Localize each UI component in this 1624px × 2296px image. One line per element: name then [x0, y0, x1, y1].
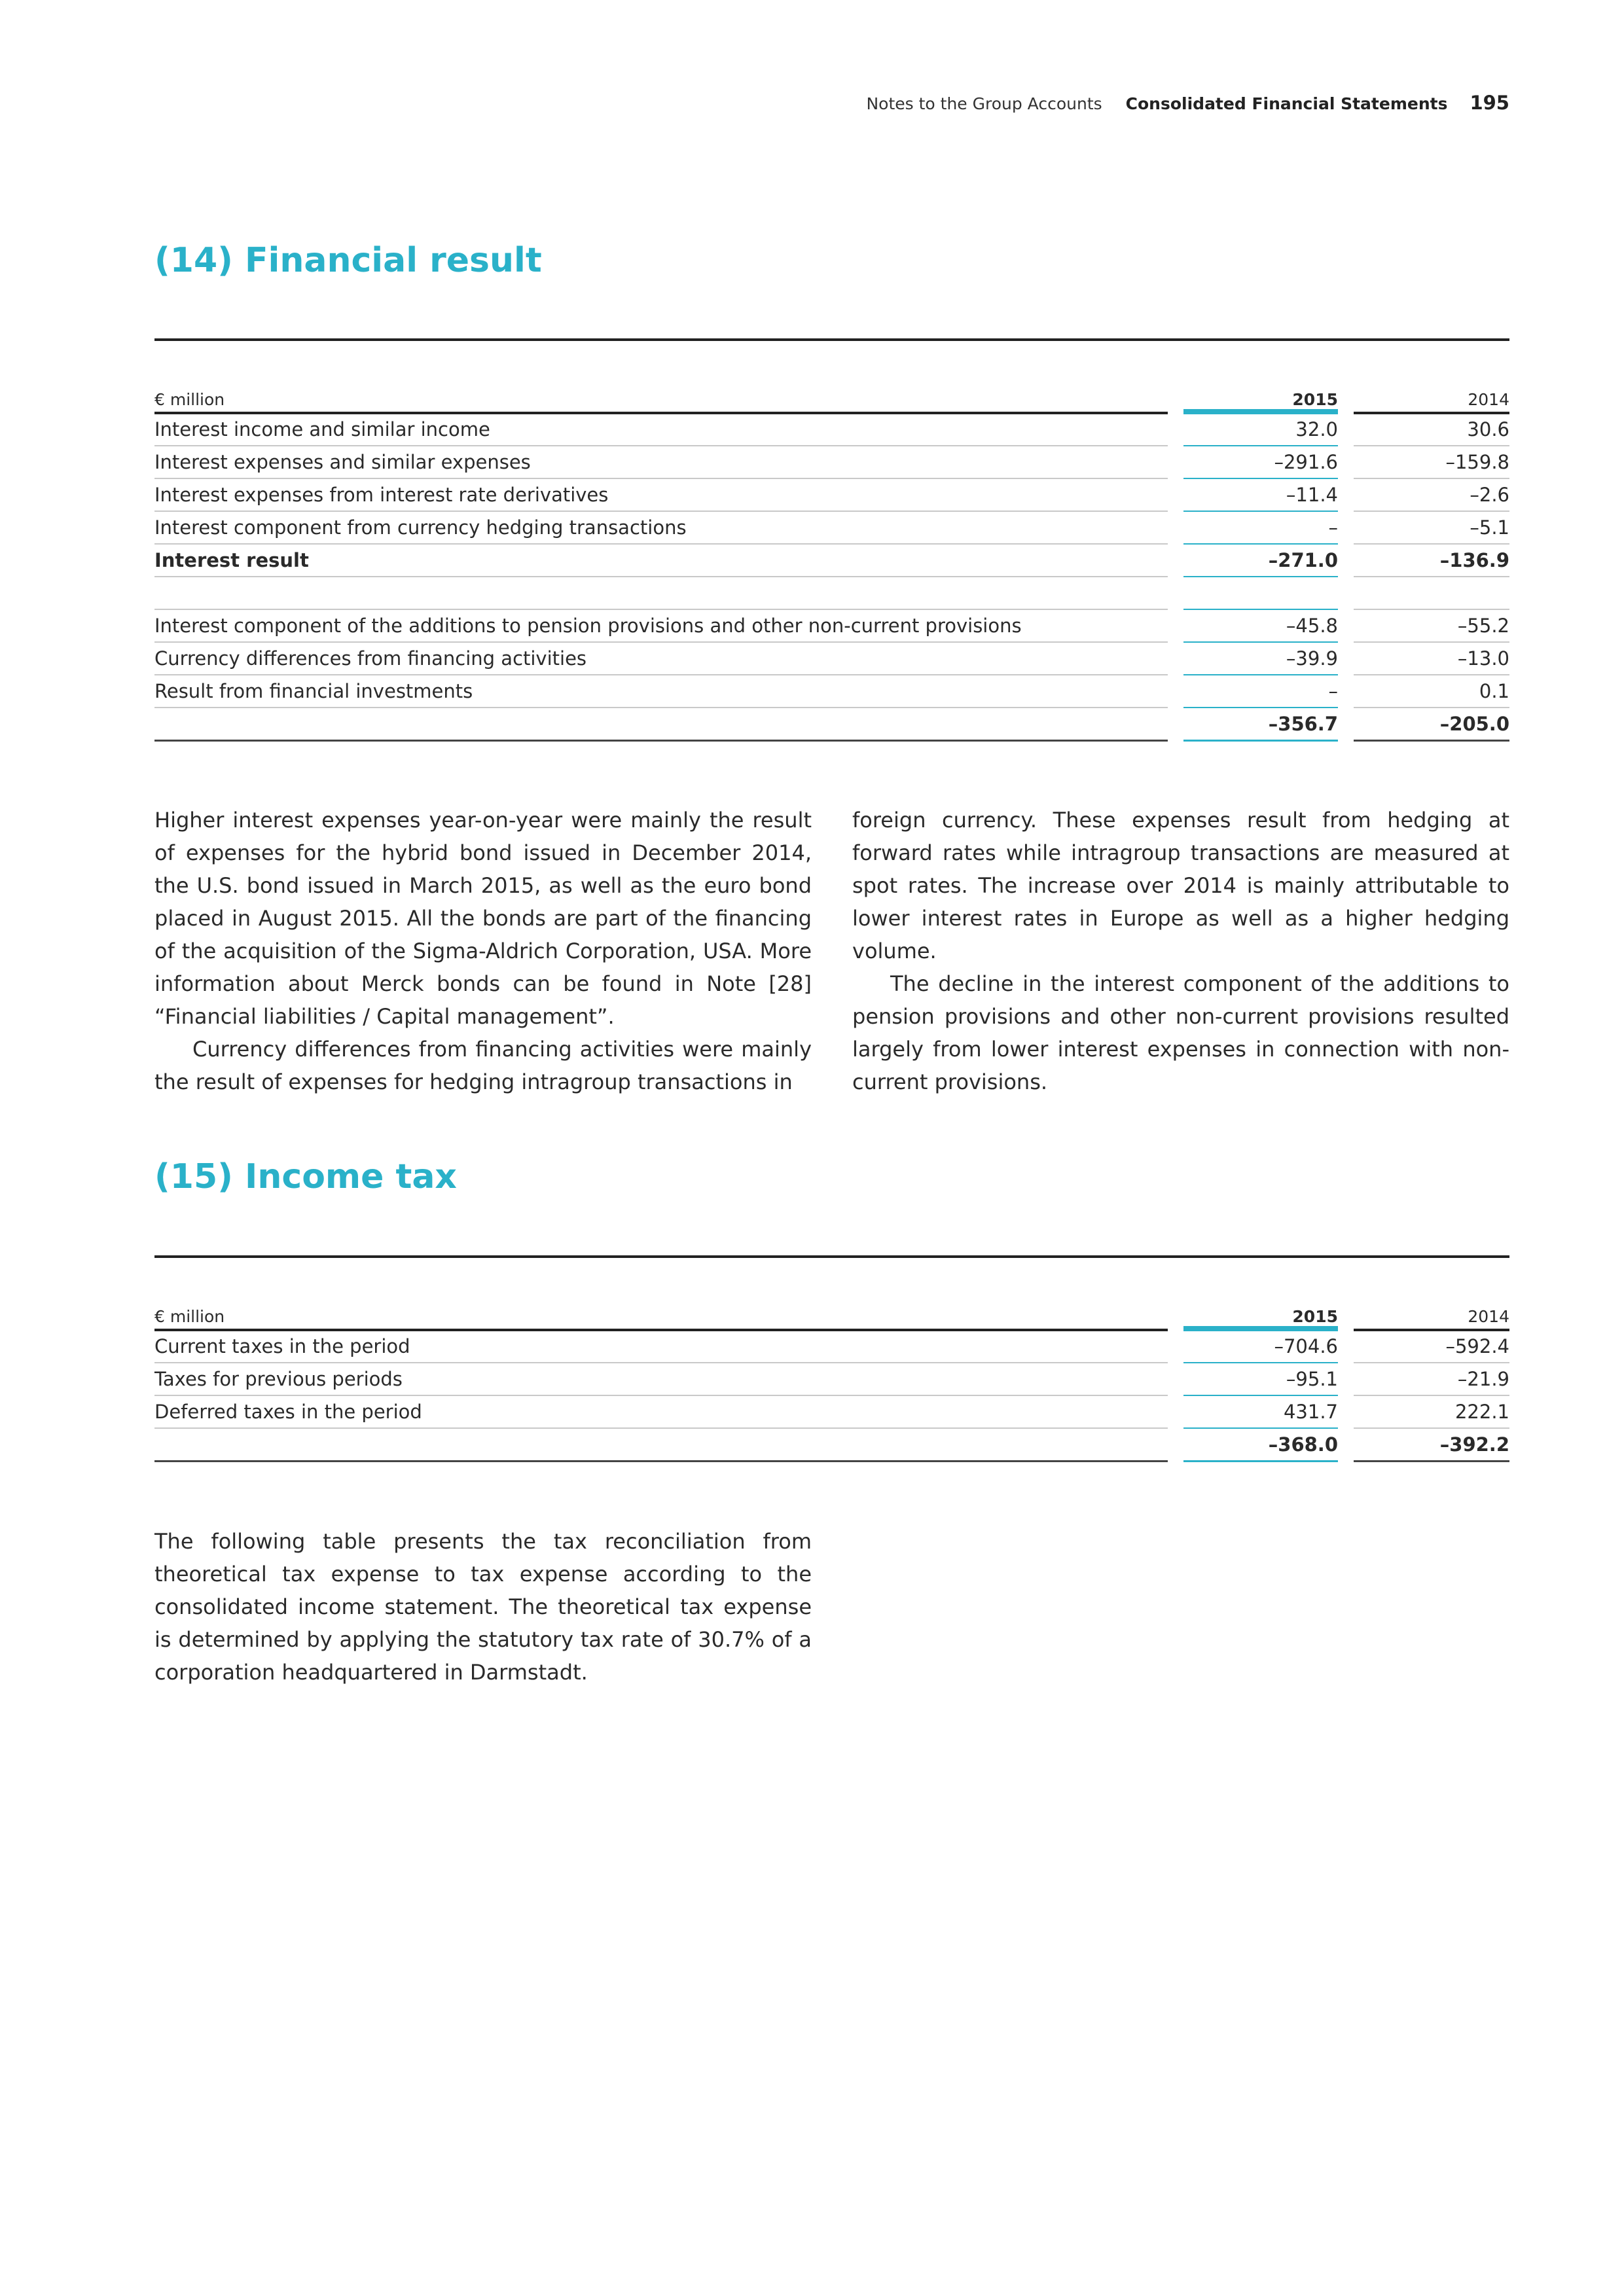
row-label: Interest expenses from interest rate derivatives — [154, 480, 1168, 512]
value-2014: –205.0 — [1354, 709, 1509, 742]
value-2014: –55.2 — [1354, 611, 1509, 643]
value-2015: –291.6 — [1183, 447, 1338, 479]
unit-label: € million — [154, 382, 1168, 414]
paragraph: foreign currency. These expenses result from hedging at forward rates while intragroup transactions are measured at spot rates. The increase over 2014 is mainly attributable to lower interest rates in Europe as well as a higher hedging volume. — [852, 808, 1509, 963]
row-label: Interest result — [154, 545, 1168, 577]
paragraph: The decline in the interest component of the additions to pension provisions and other non-current provisions resulted largely from lower interest expenses in connection with non-current provisions. — [852, 971, 1509, 1094]
value-2014: –392.2 — [1354, 1429, 1509, 1462]
value-2014: –21.9 — [1354, 1364, 1509, 1396]
row-label — [154, 709, 1168, 742]
table-header-row — [154, 1299, 1509, 1331]
value-2014: 30.6 — [1354, 414, 1509, 446]
value-2015 — [1183, 578, 1338, 610]
table-row-total — [154, 709, 1509, 742]
row-label: Deferred taxes in the period — [154, 1397, 1168, 1429]
value-2015: –704.6 — [1183, 1331, 1338, 1363]
financial-result-table — [154, 382, 1509, 742]
row-label: Taxes for previous periods — [154, 1364, 1168, 1396]
value-2015: – — [1183, 512, 1338, 545]
value-2014: 222.1 — [1354, 1397, 1509, 1429]
table-row — [154, 1397, 1509, 1429]
row-label: Currency differences from financing activities — [154, 643, 1168, 675]
table-row — [154, 512, 1509, 545]
table-row — [154, 611, 1509, 643]
row-label — [154, 1429, 1168, 1462]
table-row — [154, 480, 1509, 512]
table-row-spacer — [154, 578, 1509, 611]
value-2015: –39.9 — [1183, 643, 1338, 675]
section-title-financial-result: (14) Financial result — [154, 241, 542, 280]
table-row — [154, 643, 1509, 676]
paragraph: Higher interest expenses year-on-year were mainly the result of expenses for the hybrid bond issued in December 2014, the U.S. bond issued in March 2015, as well as the euro bond placed in August 2015. All the bonds are part of the financing of the acquisition of the Sigma-Aldrich Corporation, USA. More information about Merck bonds can be found in Note [28] “Financial liabilities / Capital management”. — [154, 808, 812, 1029]
header-section: Notes to the Group Accounts — [866, 94, 1102, 113]
value-2014 — [1354, 578, 1509, 610]
value-2014: –13.0 — [1354, 643, 1509, 675]
paragraph: Currency differences from financing activities were mainly the result of expenses for hedging intragroup transactions in — [154, 1037, 812, 1094]
header-chapter: Consolidated Financial Statements — [1125, 94, 1448, 113]
table-header-row — [154, 382, 1509, 414]
table-row — [154, 1331, 1509, 1364]
page-number: 195 — [1470, 92, 1509, 114]
value-2015: 32.0 — [1183, 414, 1338, 446]
row-label — [154, 578, 1168, 610]
table-row — [154, 447, 1509, 480]
table-top-rule — [154, 338, 1509, 341]
row-label: Current taxes in the period — [154, 1331, 1168, 1363]
value-2015: –356.7 — [1183, 709, 1338, 742]
table-top-rule — [154, 1255, 1509, 1258]
value-2015: –368.0 — [1183, 1429, 1338, 1462]
row-label: Interest income and similar income — [154, 414, 1168, 446]
value-2015: 431.7 — [1183, 1397, 1338, 1429]
row-label: Interest component of the additions to pension provisions and other non-current provisions — [154, 611, 1168, 643]
value-2014: –159.8 — [1354, 447, 1509, 479]
value-2014: –592.4 — [1354, 1331, 1509, 1363]
body-text-income-tax — [154, 1525, 812, 1689]
value-2014: –136.9 — [1354, 545, 1509, 577]
value-2014: 0.1 — [1354, 676, 1509, 708]
value-2015: –11.4 — [1183, 480, 1338, 512]
table-row — [154, 676, 1509, 709]
column-header-2015: 2015 — [1183, 1299, 1338, 1331]
row-label: Interest expenses and similar expenses — [154, 447, 1168, 479]
value-2015: –95.1 — [1183, 1364, 1338, 1396]
body-text-right-column — [852, 804, 1509, 1098]
income-tax-table — [154, 1299, 1509, 1462]
column-header-2014: 2014 — [1354, 382, 1509, 414]
row-label: Interest component from currency hedging transactions — [154, 512, 1168, 545]
table-row-subtotal — [154, 545, 1509, 578]
table-row — [154, 1364, 1509, 1397]
value-2015: – — [1183, 676, 1338, 708]
column-header-2014: 2014 — [1354, 1299, 1509, 1331]
row-label: Result from financial investments — [154, 676, 1168, 708]
running-header — [154, 92, 1509, 114]
value-2014: –2.6 — [1354, 480, 1509, 512]
table-row-total — [154, 1429, 1509, 1462]
column-header-2015: 2015 — [1183, 382, 1338, 414]
section-title-income-tax: (15) Income tax — [154, 1157, 457, 1196]
body-text-left-column — [154, 804, 812, 1098]
value-2015: –271.0 — [1183, 545, 1338, 577]
value-2015: –45.8 — [1183, 611, 1338, 643]
paragraph: The following table presents the tax reconciliation from theoretical tax expense to tax expense according to the consolidated income statement. The theoretical tax expense is determined by applying the statutory tax rate of 30.7% of a corporation headquartered in Darmstadt. — [154, 1529, 812, 1685]
value-2014: –5.1 — [1354, 512, 1509, 545]
unit-label: € million — [154, 1299, 1168, 1331]
table-row — [154, 414, 1509, 447]
